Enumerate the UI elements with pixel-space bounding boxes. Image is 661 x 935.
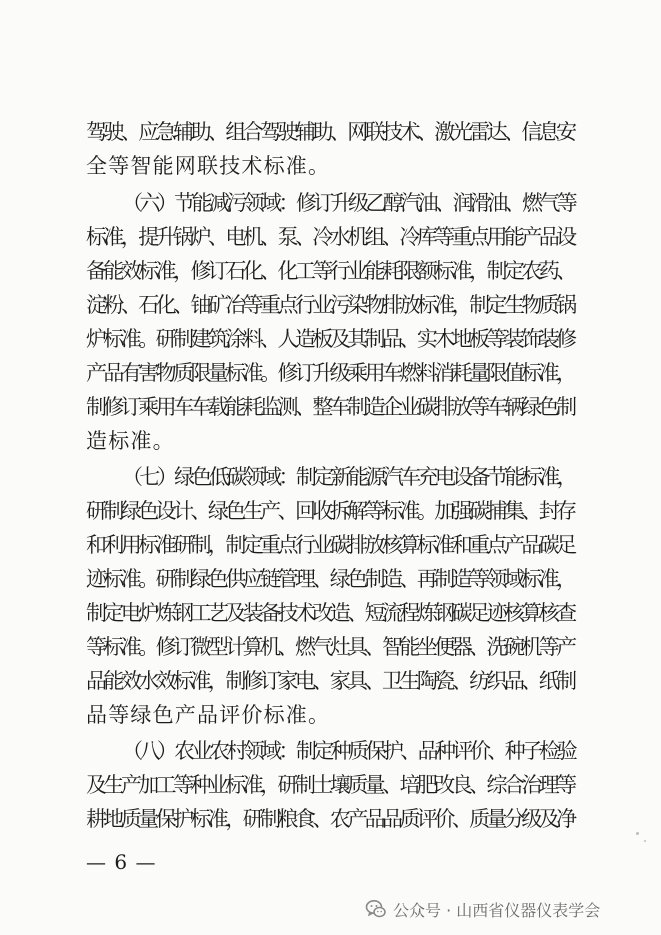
text-line: 驾驶、应急辅助、组合驾驶辅助、网联技术、激光雷达、信息安 <box>86 120 574 144</box>
text-line: 等标准。修订微型计算机、燃气灶具、智能坐便器、洗碗机等产 <box>86 635 574 659</box>
scan-speck <box>636 832 639 835</box>
text-line: 标准，提升锅炉、电机、泵、冷水机组、冷库等重点用能产品设 <box>86 225 574 249</box>
text-line: 全等智能网联技术标准。 <box>86 154 331 178</box>
text-line: 耕地质量保护标准，研制粮食、农产品品质评价、质量分级及净 <box>86 807 574 831</box>
text-line: 及生产加工等种业标准，研制土壤质量、培肥改良、综合治理等 <box>86 773 574 797</box>
text-line: 备能效标准，修订石化、化工等行业能耗限额标准，制定农药、 <box>86 259 574 283</box>
text-line: 造标准。 <box>86 429 175 453</box>
text-line: 淀粉、石化、铀矿冶等重点行业污染物排放标准，制定生物质锅 <box>86 293 574 317</box>
wechat-icon <box>365 898 387 920</box>
scan-speck <box>644 840 646 842</box>
text-line: （六）节能减污领域：修订升级乙醇汽油、润滑油、燃气等 <box>122 191 575 215</box>
text-line: 迹标准。研制绿色供应链管理、绿色制造、再制造等领域标准， <box>86 567 574 591</box>
watermark-text: 公众号 · 山西省仪器仪表学会 <box>393 900 601 920</box>
text-line: 制定电炉炼钢工艺及装备技术改造、短流程炼钢碳足迹核算核查 <box>86 601 574 625</box>
page-number: — 6 — <box>86 850 157 874</box>
text-line: 和利用标准研制，制定重点行业碳排放核算标准和重点产品碳足 <box>86 533 574 557</box>
text-line: （七）绿色低碳领域：制定新能源汽车充电设备节能标准， <box>122 465 575 489</box>
text-line: 研制绿色设计、绿色生产、回收拆解等标准。加强碳捕集、封存 <box>86 499 574 523</box>
text-line: 产品有害物质限量标准。修订升级乘用车燃料消耗量限值标准， <box>86 361 574 385</box>
watermark <box>365 895 600 923</box>
text-line: （八）农业农村领域：制定种质保护、品种评价、种子检验 <box>122 739 575 763</box>
text-line: 制修订乘用车车载能耗监测、整车制造企业碳排放等车辆绿色制 <box>86 395 574 419</box>
text-line: 品等绿色产品评价标准。 <box>86 703 331 727</box>
text-line: 品能效水效标准，制修订家电、家具、卫生陶瓷、纺织品、纸制 <box>86 669 574 693</box>
text-line: 炉标准。研制建筑涂料、人造板及其制品、实木地板等装饰装修 <box>86 327 574 351</box>
